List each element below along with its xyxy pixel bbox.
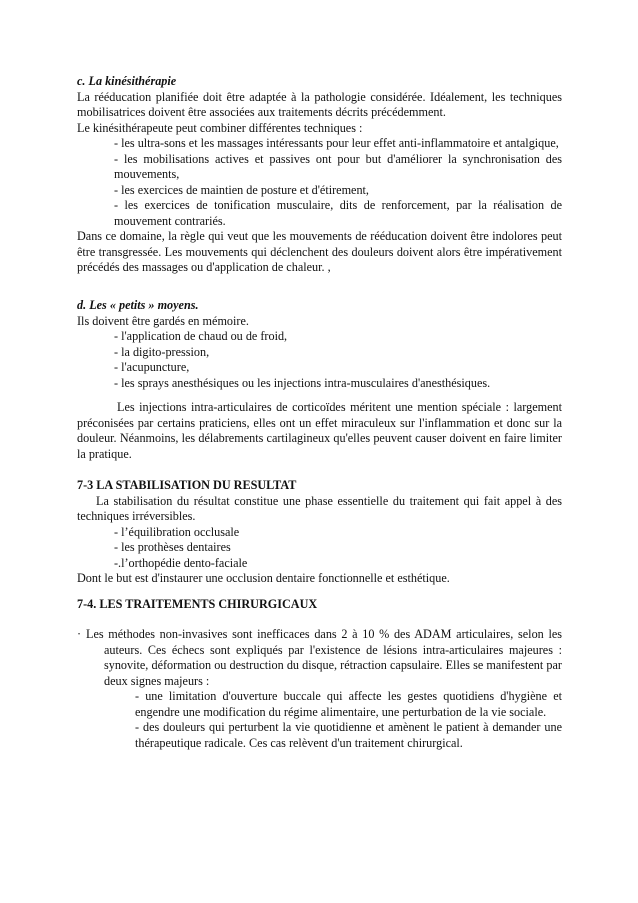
section-title: 7-3 LA STABILISATION DU RESULTAT bbox=[77, 478, 297, 492]
list-item: - les exercices de tonification musculaire, dits de renforcement, par la réalisation de mouvement contrariés. bbox=[114, 198, 562, 228]
section-chirurgie bbox=[77, 597, 562, 613]
paragraph: La stabilisation du résultat constitue une phase essentielle du traitement qui fait appel à des techniques irréversibles. bbox=[77, 493, 562, 523]
section-stabilisation bbox=[77, 478, 562, 587]
paragraph: Dont le but est d'instaurer une occlusion dentaire fonctionnelle et esthétique. bbox=[77, 571, 450, 585]
list-item: - les exercices de maintien de posture et d'étirement, bbox=[114, 182, 369, 197]
paragraph: La rééducation planifiée doit être adaptée à la pathologie considérée. Idéalement, les techniques mobilisatrices doivent être associées aux traitements décrits précédemment. bbox=[77, 89, 562, 119]
paragraph: Le kinésithérapeute peut combiner différentes techniques : bbox=[77, 120, 363, 135]
list-item: - les prothèses dentaires bbox=[114, 540, 231, 554]
list-item: - l'acupuncture, bbox=[114, 360, 190, 374]
paragraph: Les méthodes non-invasives sont inefficaces dans 2 à 10 % des ADAM articulaires, selon les auteurs. Ces échecs sont expliqués par l'existence de lésions intra-articulaires majeures : synovite, déformation ou destruction du disque, rétraction capsulaire. Elles se manifestent par deux signes majeurs : bbox=[86, 627, 562, 688]
list-item: - l’équilibration occlusale bbox=[114, 524, 240, 539]
section-petits-moyens bbox=[77, 298, 562, 391]
section-title: c. La kinésithérapie bbox=[77, 74, 177, 88]
paragraph: Dans ce domaine, la règle qui veut que les mouvements de rééducation doivent être indolores peut être transgressée. Les mouvements qui déclenchent des douleurs doivent alors être impérativement précédés des massages ou d'application de chaleur. , bbox=[77, 229, 562, 274]
list-item: -.l’orthopédie dento-faciale bbox=[114, 555, 248, 570]
paragraph: Ils doivent être gardés en mémoire. bbox=[77, 313, 249, 328]
chir-body bbox=[77, 627, 562, 751]
list-item: - une limitation d'ouverture buccale qui affecte les gestes quotidiens d'hygiène et engendre une modification du régime alimentaire, une perturbation de la vie sociale. bbox=[135, 689, 562, 719]
list-item: - les sprays anesthésiques ou les injections intra-musculaires d'anesthésiques. bbox=[114, 375, 491, 390]
bullet-paragraph bbox=[77, 627, 562, 689]
section-kinesitherapie bbox=[77, 74, 562, 276]
paragraph-injections: Les injections intra-articulaires de corticoïdes méritent une mention spéciale : largement préconisées par certains praticiens, elles ont un effet miraculeux sur l'inflammation et donc sur la douleur. Néanmoins, les délabrements cartilagineux qu'elles peuvent causer doivent en faire limiter la pratique. bbox=[77, 400, 562, 461]
section-title: d. Les « petits » moyens. bbox=[77, 298, 199, 312]
list-item: - l'application de chaud ou de froid, bbox=[114, 329, 288, 343]
list-item: - les mobilisations actives et passives ont pour but d'améliorer la synchronisation des mouvements, bbox=[114, 151, 562, 181]
list-item: - la digito-pression, bbox=[114, 344, 210, 359]
list-item: - des douleurs qui perturbent la vie quotidienne et amènent le patient à demander une thérapeutique radicale. Ces cas relèvent d'un traitement chirurgical. bbox=[135, 720, 562, 750]
list-item: - les ultra-sons et les massages intéressants pour leur effet anti-inflammatoire et antalgique, bbox=[114, 136, 559, 150]
bullet-icon: · bbox=[77, 627, 82, 641]
section-title: 7-4. LES TRAITEMENTS CHIRURGICAUX bbox=[77, 597, 318, 611]
